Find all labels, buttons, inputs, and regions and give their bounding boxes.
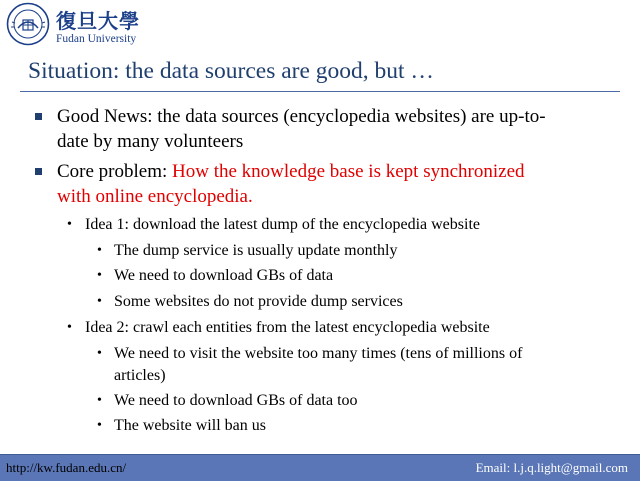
core-problem-highlight-line2: with online encyclopedia. <box>57 186 253 207</box>
round-bullet-icon: • <box>97 418 102 433</box>
good-news-line1: Good News: the data sources (encyclopedia websites) are up-to- <box>57 106 546 127</box>
round-bullet-icon: • <box>97 294 102 309</box>
idea-1-point: We need to download GBs of data <box>114 267 334 284</box>
bullet-core-problem <box>57 160 525 184</box>
idea-2-point: The website will ban us <box>114 417 266 434</box>
core-problem-highlight-line1: How the knowledge base is kept synchronized <box>172 161 525 182</box>
university-seal-icon <box>6 2 50 46</box>
idea-2-point-line1: We need to visit the website too many times (tens of millions of <box>114 345 523 362</box>
footer-url-link[interactable]: http://kw.fudan.edu.cn/ <box>6 460 127 475</box>
university-logo <box>6 2 146 46</box>
round-bullet-icon: • <box>97 393 102 408</box>
title-divider <box>20 91 620 92</box>
idea-1: Idea 1: download the latest dump of the encyclopedia website <box>85 216 480 233</box>
university-name-chinese: 復旦大學 <box>56 9 140 33</box>
round-bullet-icon: • <box>67 217 72 232</box>
idea-2-point-line2: articles) <box>114 367 166 384</box>
university-name-english: Fudan University <box>56 33 137 45</box>
round-bullet-icon: • <box>97 243 102 258</box>
good-news-continuation <box>57 130 243 154</box>
idea-2-point: We need to download GBs of data too <box>114 392 358 409</box>
core-problem-label: Core problem: <box>57 161 173 182</box>
round-bullet-icon: • <box>67 320 72 335</box>
round-bullet-icon: • <box>97 346 102 361</box>
round-bullet-icon: • <box>97 268 102 283</box>
footer-email[interactable]: Email: l.j.q.light@gmail.com <box>475 460 628 475</box>
square-bullet-icon <box>35 168 42 175</box>
square-bullet-icon <box>35 113 42 120</box>
good-news-line2: date by many volunteers <box>57 131 244 152</box>
idea-1-point: The dump service is usually update monthly <box>114 242 398 259</box>
bullet-good-news <box>57 105 546 129</box>
idea-1-point: Some websites do not provide dump services <box>114 293 403 310</box>
slide-title: Situation: the data sources are good, but … <box>28 58 434 84</box>
idea-2: Idea 2: crawl each entities from the latest encyclopedia website <box>85 319 490 336</box>
core-problem-continuation <box>57 185 253 209</box>
footer-bar <box>0 454 640 481</box>
